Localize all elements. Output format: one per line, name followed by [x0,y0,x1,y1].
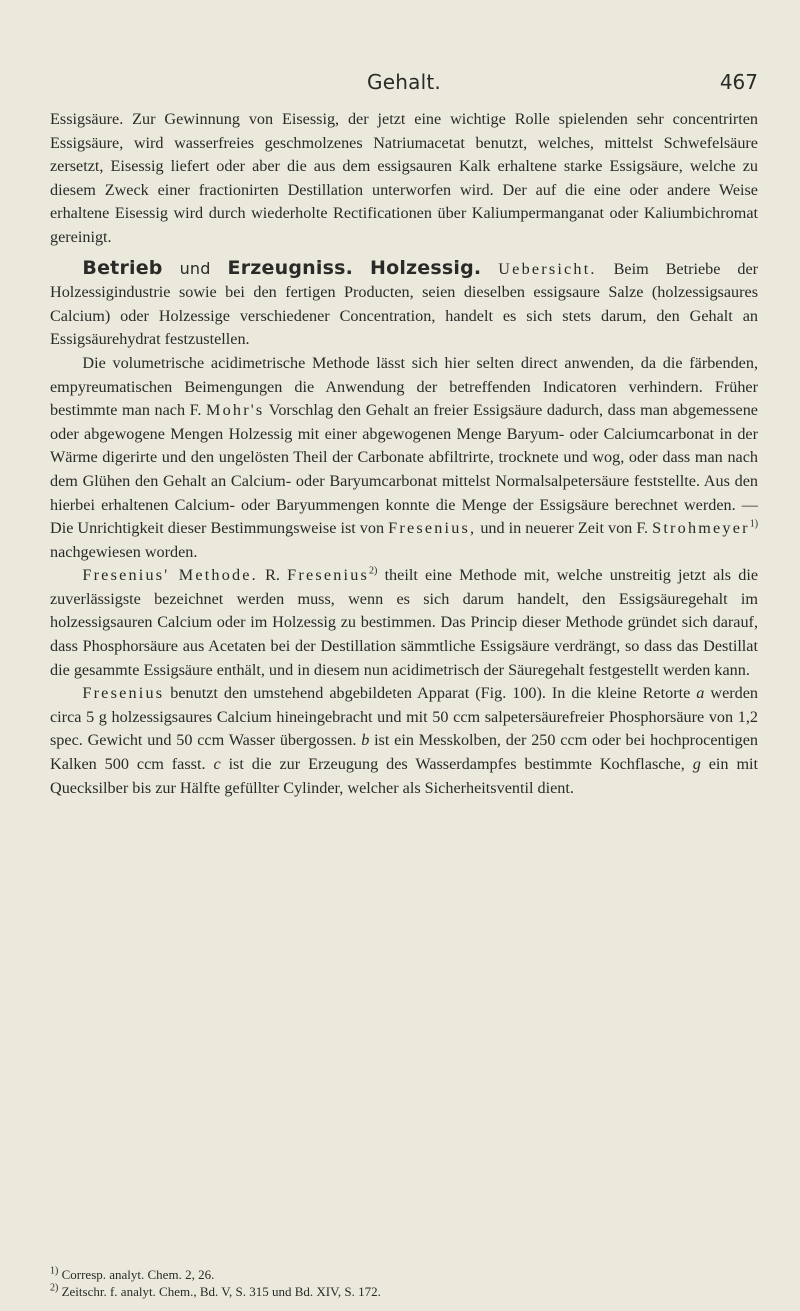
name-strohmeyer: Strohmeyer [652,519,750,538]
paragraph-betrieb [50,257,758,352]
footnote-ref-2[interactable]: 2) [369,565,378,577]
running-title: Gehalt. [367,70,441,94]
paragraph-text: ist die zur Erzeugung des Wasserdampfes bestimmte Kochflasche, [228,755,685,774]
paragraph-text: und in neuerer Zeit von F. [480,519,649,538]
page-number: 467 [719,70,758,94]
body-text [50,108,758,800]
paragraph-text: Essigsäure. Zur Gewinnung von Eisessig, der jetzt eine wichtige Rolle spielenden sehr concentrirten Essigsäure, wird wasserfreies geschmolzenes Natriumacetat benutzt, welches, mittelst Schwefelsäure zersetzt, Eisessig liefert oder aber die aus dem essigsauren Kalk erhaltene starke Essigsäure, welche zu diesem Zweck einer fractionirten Destillation unterworfen wird. Der auf die eine oder andere Weise erhaltene Eisessig wird durch wiederholte Rectificationen über Kaliumpermanganat oder Kaliumbichromat gereinigt. [50,110,758,246]
subheading-uebersicht: Uebersicht. [498,259,597,278]
paragraph-text: R. [265,566,280,585]
paragraph-text: benutzt den umstehend abgebildeten Apparat (Fig. 100). In die kleine Retorte [170,684,691,703]
section-heading-betrieb: Betrieb [82,256,163,279]
footnotes [50,1266,758,1300]
footnote-ref-1[interactable]: 1) [749,518,759,530]
paragraph-methode [50,352,758,564]
running-head [50,70,758,100]
footnote-text-1: Corresp. analyt. Chem. 2, 26. [61,1267,215,1282]
footnote-text-2: Zeitschr. f. analyt. Chem., Bd. V, S. 315 und Bd. XIV, S. 172. [61,1284,381,1299]
paragraph-fresenius-methode [50,564,758,682]
paragraph-text: nachgewiesen worden. [50,542,198,561]
variable-g: g [692,755,701,774]
variable-c: c [213,755,221,774]
paragraph-eisessig [50,108,758,250]
footnote-2 [50,1283,758,1300]
section-heading-erzeugniss: Erzeugniss. [227,256,354,279]
name-fresenius: Fresenius [287,566,370,585]
variable-a: a [696,684,705,703]
paragraph-text: werden circa 5 g holzessigsaures Calcium hineingebracht und mit 50 ccm salpetersäurefreier Phosphorsäure von 1,2 spec. Gewicht und 50 ccm Wasser übergossen. [50,684,759,750]
section-heading-holzessig: Holzessig. [369,256,482,279]
name-fresenius: Fresenius [82,684,165,703]
paragraph-text: ein mit Quecksilber bis zur Hälfte gefüllter Cylinder, welcher als Sicherheitsventil dient. [50,755,759,797]
paragraph-text: ist ein Messkolben, der 250 ccm oder bei hochprocentigen Kalken 500 ccm fasst. [50,731,758,774]
paragraph-text: Die volumetrische acidimetrische Methode lässt sich hier selten direct anwenden, da die färbenden, empyreumatischen Beimengungen die Anwendung der betreffenden Indicatoren verhindern. Früher bestimmte man nach F. [50,353,758,420]
paragraph-apparat [50,682,758,800]
name-fresenius: Fresenius, [388,519,477,538]
section-heading-und: und [179,258,211,278]
variable-b: b [361,731,370,750]
footnote-mark-2: 2) [50,1282,59,1294]
paragraph-text: Vorschlag den Gehalt an freier Essigsäure dadurch, dass man abgemessene oder abgewogene Mengen Holzessig mit einer abgewogenen Menge Baryum- oder Calciumcarbonat in der Wärme digerirte und den ungelösten Theil der Carbonate abfiltrirte, trocknete und wog, oder dass man nach dem Glühen den Gehalt an Calcium- oder Baryumcarbonat mittelst Normalsalpetersäure feststellte. Aus den hierbei erhaltenen Calcium- oder Baryummengen konnte die Menge der Essigsäure berechnet werden. — Die Unrichtigkeit dieser Bestimmungsweise ist von [50,401,758,538]
paragraph-text: theilt eine Methode mit, welche unstreitig jetzt als die zuverlässigste bezeichnet werden muss, wenn es sich darum handelt, den Essigsäuregehalt im holzessigsauren Calcium oder im Holzessig zu bestimmen. Das Princip dieser Methode gründet sich darauf, dass Phosphorsäure aus Acetaten bei der Destillation sämmtliche Essigsäure verdrängt, so dass das Destillat die gesammte Essigsäure enthält, und in diesem nun acidimetrisch der Säuregehalt festgestellt werden kann. [50,566,759,679]
name-mohr: Mohr's [206,401,265,420]
footnote-1 [50,1266,758,1283]
paragraph-text: Beim Betriebe der Holzessigindustrie sowie bei den fertigen Producten, seien dieselben essigsaure Salze (holzessigsaures Calcium) oder Holzessige verschiedener Concentration, handelt es sich stets darum, den Gehalt an Essigsäurehydrat festzustellen. [50,259,759,349]
subheading-fresenius-methode: Fresenius' Methode. [82,566,258,585]
footnote-mark-1: 1) [50,1265,59,1277]
